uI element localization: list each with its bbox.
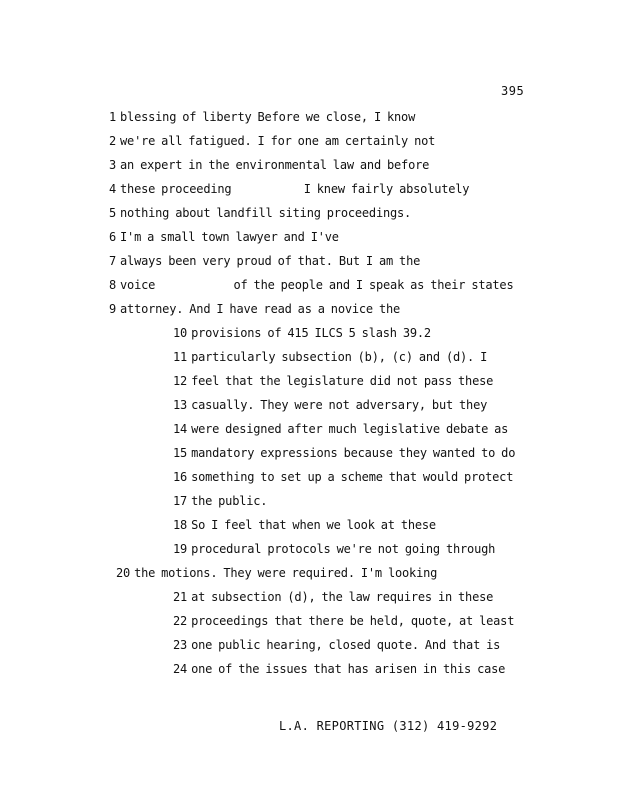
transcript-line [109,182,469,196]
line-number: 2 [109,134,117,148]
transcript-line [173,494,267,508]
line-text: nothing about landfill siting proceedings. [120,206,412,220]
line-text: procedural protocols we're not going through [191,542,496,556]
line-number: 8 [109,278,117,292]
line-text: I'm a small town lawyer and I've [120,230,339,244]
line-text: provisions of 415 ILCS 5 slash 39.2 [191,326,431,340]
transcript-line [173,374,493,388]
transcript-line [109,206,411,220]
line-number: 19 [173,542,188,556]
transcript-line [173,518,436,532]
transcript-line [173,590,493,604]
line-number: 7 [109,254,117,268]
transcript-line [173,422,508,436]
line-text: we're all fatigued. I for one am certainly not [120,134,436,148]
line-number: 5 [109,206,117,220]
transcript-line [173,350,487,364]
line-number: 24 [173,662,188,676]
line-number: 15 [173,446,188,460]
line-number: 6 [109,230,117,244]
line-text: blessing of liberty Before we close, I know [120,110,416,124]
line-text: the motions. They were required. I'm looking [134,566,438,580]
line-number: 22 [173,614,188,628]
transcript-line [173,638,500,652]
page-number: 395 [501,84,525,98]
line-number: 13 [173,398,188,412]
transcript-line [173,614,514,628]
line-text: at subsection (d), the law requires in these [191,590,494,604]
line-text: particularly subsection (b), (c) and (d). I [191,350,488,364]
line-text: attorney. And I have read as a novice the [120,302,401,316]
line-number: 1 [109,110,117,124]
line-number: 18 [173,518,188,532]
line-number: 17 [173,494,188,508]
line-text: always been very proud of that. But I am the [120,254,421,268]
transcript-line [173,662,505,676]
transcript-line [116,566,437,580]
transcript-line [109,278,513,292]
line-number: 11 [173,350,188,364]
line-number: 14 [173,422,188,436]
line-number: 4 [109,182,117,196]
line-text: one of the issues that has arisen in this case [191,662,506,676]
line-number: 3 [109,158,117,172]
line-text: casually. They were not adversary, but they [191,398,488,412]
transcript-line [109,134,435,148]
line-text: mandatory expressions because they wanted to do [191,446,516,460]
line-text: So I feel that when we look at these [191,518,436,532]
transcript-line [109,158,429,172]
line-text: an expert in the environmental law and before [120,158,430,172]
line-number: 12 [173,374,188,388]
transcript-line [109,230,339,244]
line-number: 20 [116,566,131,580]
line-text: were designed after much legislative debate as [191,422,509,436]
transcript-line [109,254,420,268]
line-number: 16 [173,470,188,484]
line-number: 9 [109,302,117,316]
transcript-line [173,446,515,460]
transcript-line [109,302,400,316]
line-number: 23 [173,638,188,652]
transcript-line [173,542,495,556]
line-text: something to set up a scheme that would protect [191,470,514,484]
transcript-line [173,470,513,484]
line-text: feel that the legislature did not pass these [191,374,494,388]
reporter-footer: L.A. REPORTING (312) 419-9292 [279,719,498,733]
line-number: 21 [173,590,188,604]
line-text: one public hearing, closed quote. And that is [191,638,501,652]
transcript-line [109,110,415,124]
line-number: 10 [173,326,188,340]
line-text: the public. [191,494,268,508]
transcript-line [173,326,431,340]
line-text: proceedings that there be held, quote, at least [191,614,515,628]
line-text: these proceeding I knew fairly absolutely [120,182,470,196]
transcript-line [173,398,487,412]
line-text: voice of the people and I speak as their states [120,278,514,292]
